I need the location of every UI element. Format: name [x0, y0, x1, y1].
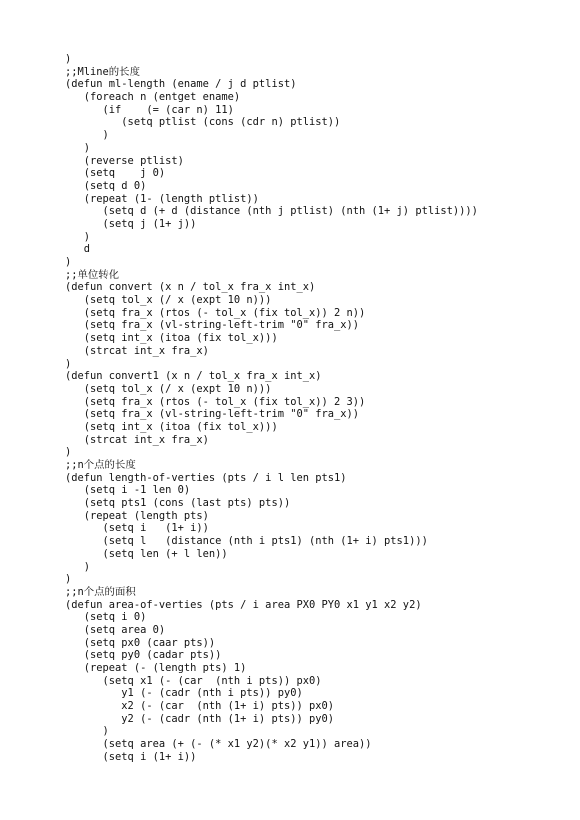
code-line: (setq tol_x (/ x (expt 10 n))): [65, 382, 272, 395]
code-line: (setq i -1 len 0): [65, 484, 191, 497]
code-line: d: [65, 243, 91, 256]
code-line: (strcat int_x fra_x): [65, 344, 209, 357]
code-line: (setq pts1 (cons (last pts) pts)): [65, 497, 291, 510]
code-line: (setq fra_x (vl-string-left-trim "0" fra_x)): [65, 408, 360, 421]
code-line: (setq j (1+ j)): [65, 217, 197, 230]
code-line: (repeat (length pts): [65, 509, 209, 522]
code-line: ): [65, 256, 72, 268]
code-line: (setq int_x (itoa (fix tol_x))): [65, 420, 278, 433]
code-line: (setq int_x (itoa (fix tol_x))): [65, 332, 278, 345]
code-line: (setq len (+ l len)): [65, 547, 228, 560]
code-line: y1 (- (cadr (nth i pts)) py0): [65, 687, 303, 700]
code-line: x2 (- (car (nth (1+ i) pts)) px0): [65, 700, 334, 713]
code-line: (defun convert1 (x n / tol_x fra_x int_x): [65, 370, 322, 383]
code-line: (setq l (distance (nth i pts1) (nth (1+ i) pts1))): [65, 535, 428, 548]
code-listing: [65, 53, 478, 764]
code-line: (setq ptlist (cons (cdr n) ptlist)): [65, 116, 341, 129]
code-line: (foreach n (entget ename): [65, 91, 241, 104]
code-line: (defun ml-length (ename / j d ptlist): [65, 78, 297, 91]
code-line: (setq tol_x (/ x (expt 10 n))): [65, 294, 272, 307]
code-line: (setq d 0): [65, 179, 147, 192]
code-line: ): [65, 53, 72, 65]
code-line: (setq area 0): [65, 623, 166, 636]
code-line: (setq x1 (- (car (nth i pts)) px0): [65, 674, 322, 687]
code-line: (defun length-of-verties (pts / i l len pts1): [65, 471, 347, 484]
code-line: y2 (- (cadr (nth (1+ i) pts)) py0): [65, 712, 334, 725]
code-line: (defun area-of-verties (pts / i area PX0 PY0 x1 y1 x2 y2): [65, 598, 422, 611]
code-line: (setq px0 (caar pts)): [65, 636, 216, 649]
code-line: (reverse ptlist): [65, 154, 184, 167]
code-line: ;;单位转化: [65, 268, 120, 281]
code-line: (setq fra_x (vl-string-left-trim "0" fra_x)): [65, 319, 360, 332]
code-line: (repeat (- (length pts) 1): [65, 662, 247, 674]
code-line: (defun convert (x n / tol_x fra_x int_x): [65, 281, 316, 294]
code-line: (if (= (car n) 11): [65, 103, 234, 116]
code-line: (setq area (+ (- (* x1 y2)(* x2 y1)) area)): [65, 738, 372, 751]
code-line: (setq fra_x (rtos (- tol_x (fix tol_x)) 2 n)): [65, 306, 366, 319]
code-line: (setq i 0): [65, 611, 147, 624]
code-line: ): [65, 446, 72, 459]
code-line: (setq py0 (cadar pts)): [65, 649, 222, 662]
code-line: (setq i (1+ i)): [65, 522, 209, 535]
code-line: ;;n个点的面积: [65, 585, 136, 598]
code-line: (setq i (1+ i)): [65, 750, 197, 763]
code-line: (repeat (1- (length ptlist)): [65, 192, 259, 205]
code-line: (setq d (+ d (distance (nth j ptlist) (nth (1+ j) ptlist)))): [65, 205, 478, 218]
code-line: ): [65, 560, 91, 573]
code-line: (setq j 0): [65, 167, 166, 180]
code-line: ;;n个点的长度: [65, 459, 136, 471]
code-line: ): [65, 357, 72, 370]
code-line: ): [65, 141, 91, 154]
code-line: ): [65, 725, 109, 738]
code-line: ): [65, 573, 72, 586]
code-line: ): [65, 129, 109, 142]
code-line: ): [65, 230, 91, 243]
code-line: ;;Mline的长度: [65, 65, 140, 78]
code-line: (setq fra_x (rtos (- tol_x (fix tol_x)) 2 3)): [65, 395, 366, 408]
code-line: (strcat int_x fra_x): [65, 433, 209, 446]
